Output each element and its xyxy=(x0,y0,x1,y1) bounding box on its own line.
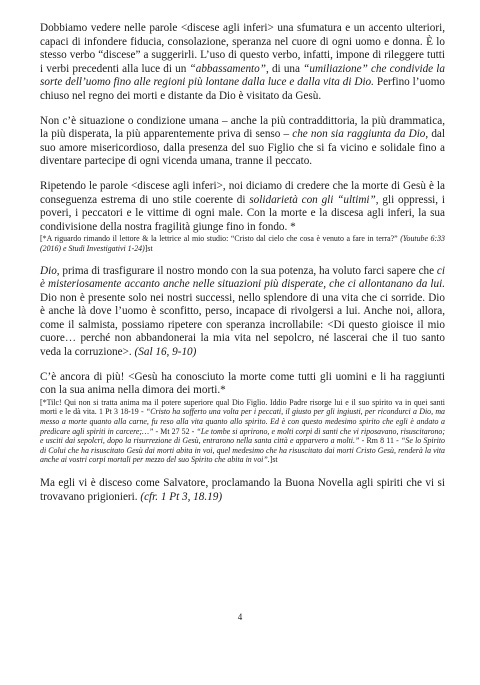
run: , prima di trasfigurare il nostro mondo con la sua potenza, ha voluto farci sapere che xyxy=(56,264,437,277)
paragraph-4 xyxy=(40,265,445,360)
run-italic: ci è misteriosamente accanto anche nelle situazioni più disperate, che ci allontanano da lui. xyxy=(40,264,445,291)
run: Non c’è situazione o condizione umana – anche la più contraddittoria, la più drammatica, la più disperata, la più apparentemente priva di senso – xyxy=(40,114,445,141)
run-italic: (Sal 16, 9-10) xyxy=(134,346,197,359)
text-column xyxy=(40,22,445,504)
run: , gli oppressi, i poveri, i peccatori e le vittime di ogni male. Con la morte e la discesa agli inferi, la sua condivisione della nostra fragilità giunge fino in fondo. * xyxy=(40,193,445,233)
run: ]st xyxy=(144,243,153,253)
paragraph-3 xyxy=(40,180,445,234)
run-italic: “Se lo Spirito di Colui che ha risuscitato Gesù dai morti abita in voi, quel medesimo che ha risuscitato dai morti Cristo Gesù, renderà la vita anche ai vostri corpi mortali per mezzo del suo Spirito che abita in voi”. xyxy=(40,436,445,465)
paragraph-6 xyxy=(40,477,445,504)
run: Ripetendo le parole <discese agli inferi>, noi diciamo di credere che la morte di Gesù è la conseguenza estrema di uno stile coerente di xyxy=(40,179,445,206)
run: C’è ancora di più! <Gesù ha conosciuto la morte come tutti gli uomini e li ha raggiunti con la sua anima nella dimora dei morti.* xyxy=(40,370,445,397)
run-italic: “Cristo ha sofferto una volta per i peccati, il giusto per gli ingiusti, per ricondurci a Dio, ma messo a morte quanto alla carne, fu reso alla vita quanto allo spirito. Ed è con questo medesimo spirito che egli è andato a predicare agli spiriti in carcere;…” xyxy=(40,407,445,436)
run-italic: “umiliazione” che condivide la sorte dell’uomo fino alle regioni più lontane dalla luce e dalla vita di Dio. xyxy=(40,62,446,89)
paragraph-2 xyxy=(40,115,445,169)
run: Ma egli vi è disceso come Salvatore, proclamando la Buona Novella agli spiriti che vi si trovavano prigionieri. xyxy=(40,477,445,503)
run: - Mt 27 52 - xyxy=(153,426,197,436)
run-italic: (cfr. 1 Pt 3, 18.19) xyxy=(140,490,223,503)
run-italic: “Le tombe si aprirono, e molti corpi di santi che vi riposavano, risuscitarono; e usciti dai sepolcri, dopo la risurrezione di Gesù, entrarono nella santa città e apparvero a molti.” xyxy=(40,426,445,446)
run-italic: “abbassamento” xyxy=(189,62,266,75)
run: Perfino l’uomo chiuso nel regno dei morti e distante da Dio è visitato da Gesù. xyxy=(40,76,445,102)
paragraph-1 xyxy=(40,22,445,104)
run: , di una xyxy=(265,62,304,75)
run: [*Tilc! Qui non si tratta anima ma il potere superiore qual Dio Figlio. Iddio Padre risorge lui e il suo spirito va in quei santi morti e le dà vita. 1 Pt 3 18-19 - xyxy=(40,397,445,417)
paragraph-5 xyxy=(40,371,445,398)
run-italic: Dio xyxy=(40,264,57,277)
run: Dobbiamo vedere nelle parole <discese agli inferi> una sfumatura e un accento ulteriori, capaci di infondere fiducia, consolazione, speranza nel cuore di ogni uomo e donna. È lo stesso verbo “discese” a suggerirli. L’uso di questo verbo, infatti, impone di rileggere tutti i verbi precedenti alla luce di un xyxy=(40,22,445,75)
run: - Rm 8 11 - xyxy=(359,436,402,446)
footnote-2 xyxy=(40,398,445,465)
run-italic: solidarietà con gli “ultimi” xyxy=(249,193,376,206)
run: , dal suo amore misericordioso, dalla presenza del suo Figlio che si fa vicino e solidale fino a diventare partecipe di ogni vicenda umana, tranne il peccato. xyxy=(40,128,446,168)
run-italic: che non sia raggiunta da Dio xyxy=(292,128,426,141)
run: ]st xyxy=(269,455,278,465)
run: [*A riguardo rimando il lettore & la lettrice al mio studio: “Cristo dal cielo che cosa è venuto a fare in terra?” xyxy=(40,234,401,244)
run-italic: (Youtube 6:33 (2016) e Studi Investigativi 1-24) xyxy=(40,234,446,253)
run: Dio non è presente solo nei nostri successi, nello splendore di una vita che ci sorride. Dio è anche là dove l’uomo è sconfitto, perso, incapace di rivolgersi a lui. Anche noi, allora, come il salmista, possiamo ripetere con speranza incrollabile: <Di questo gioisce il mio cuore… perché non abbandonerai la mia vita nel sepolcro, né lascerai che il tuo santo veda la corruzione>. xyxy=(40,291,445,359)
footnote-1 xyxy=(40,234,445,253)
page-number: 4 xyxy=(237,612,243,622)
